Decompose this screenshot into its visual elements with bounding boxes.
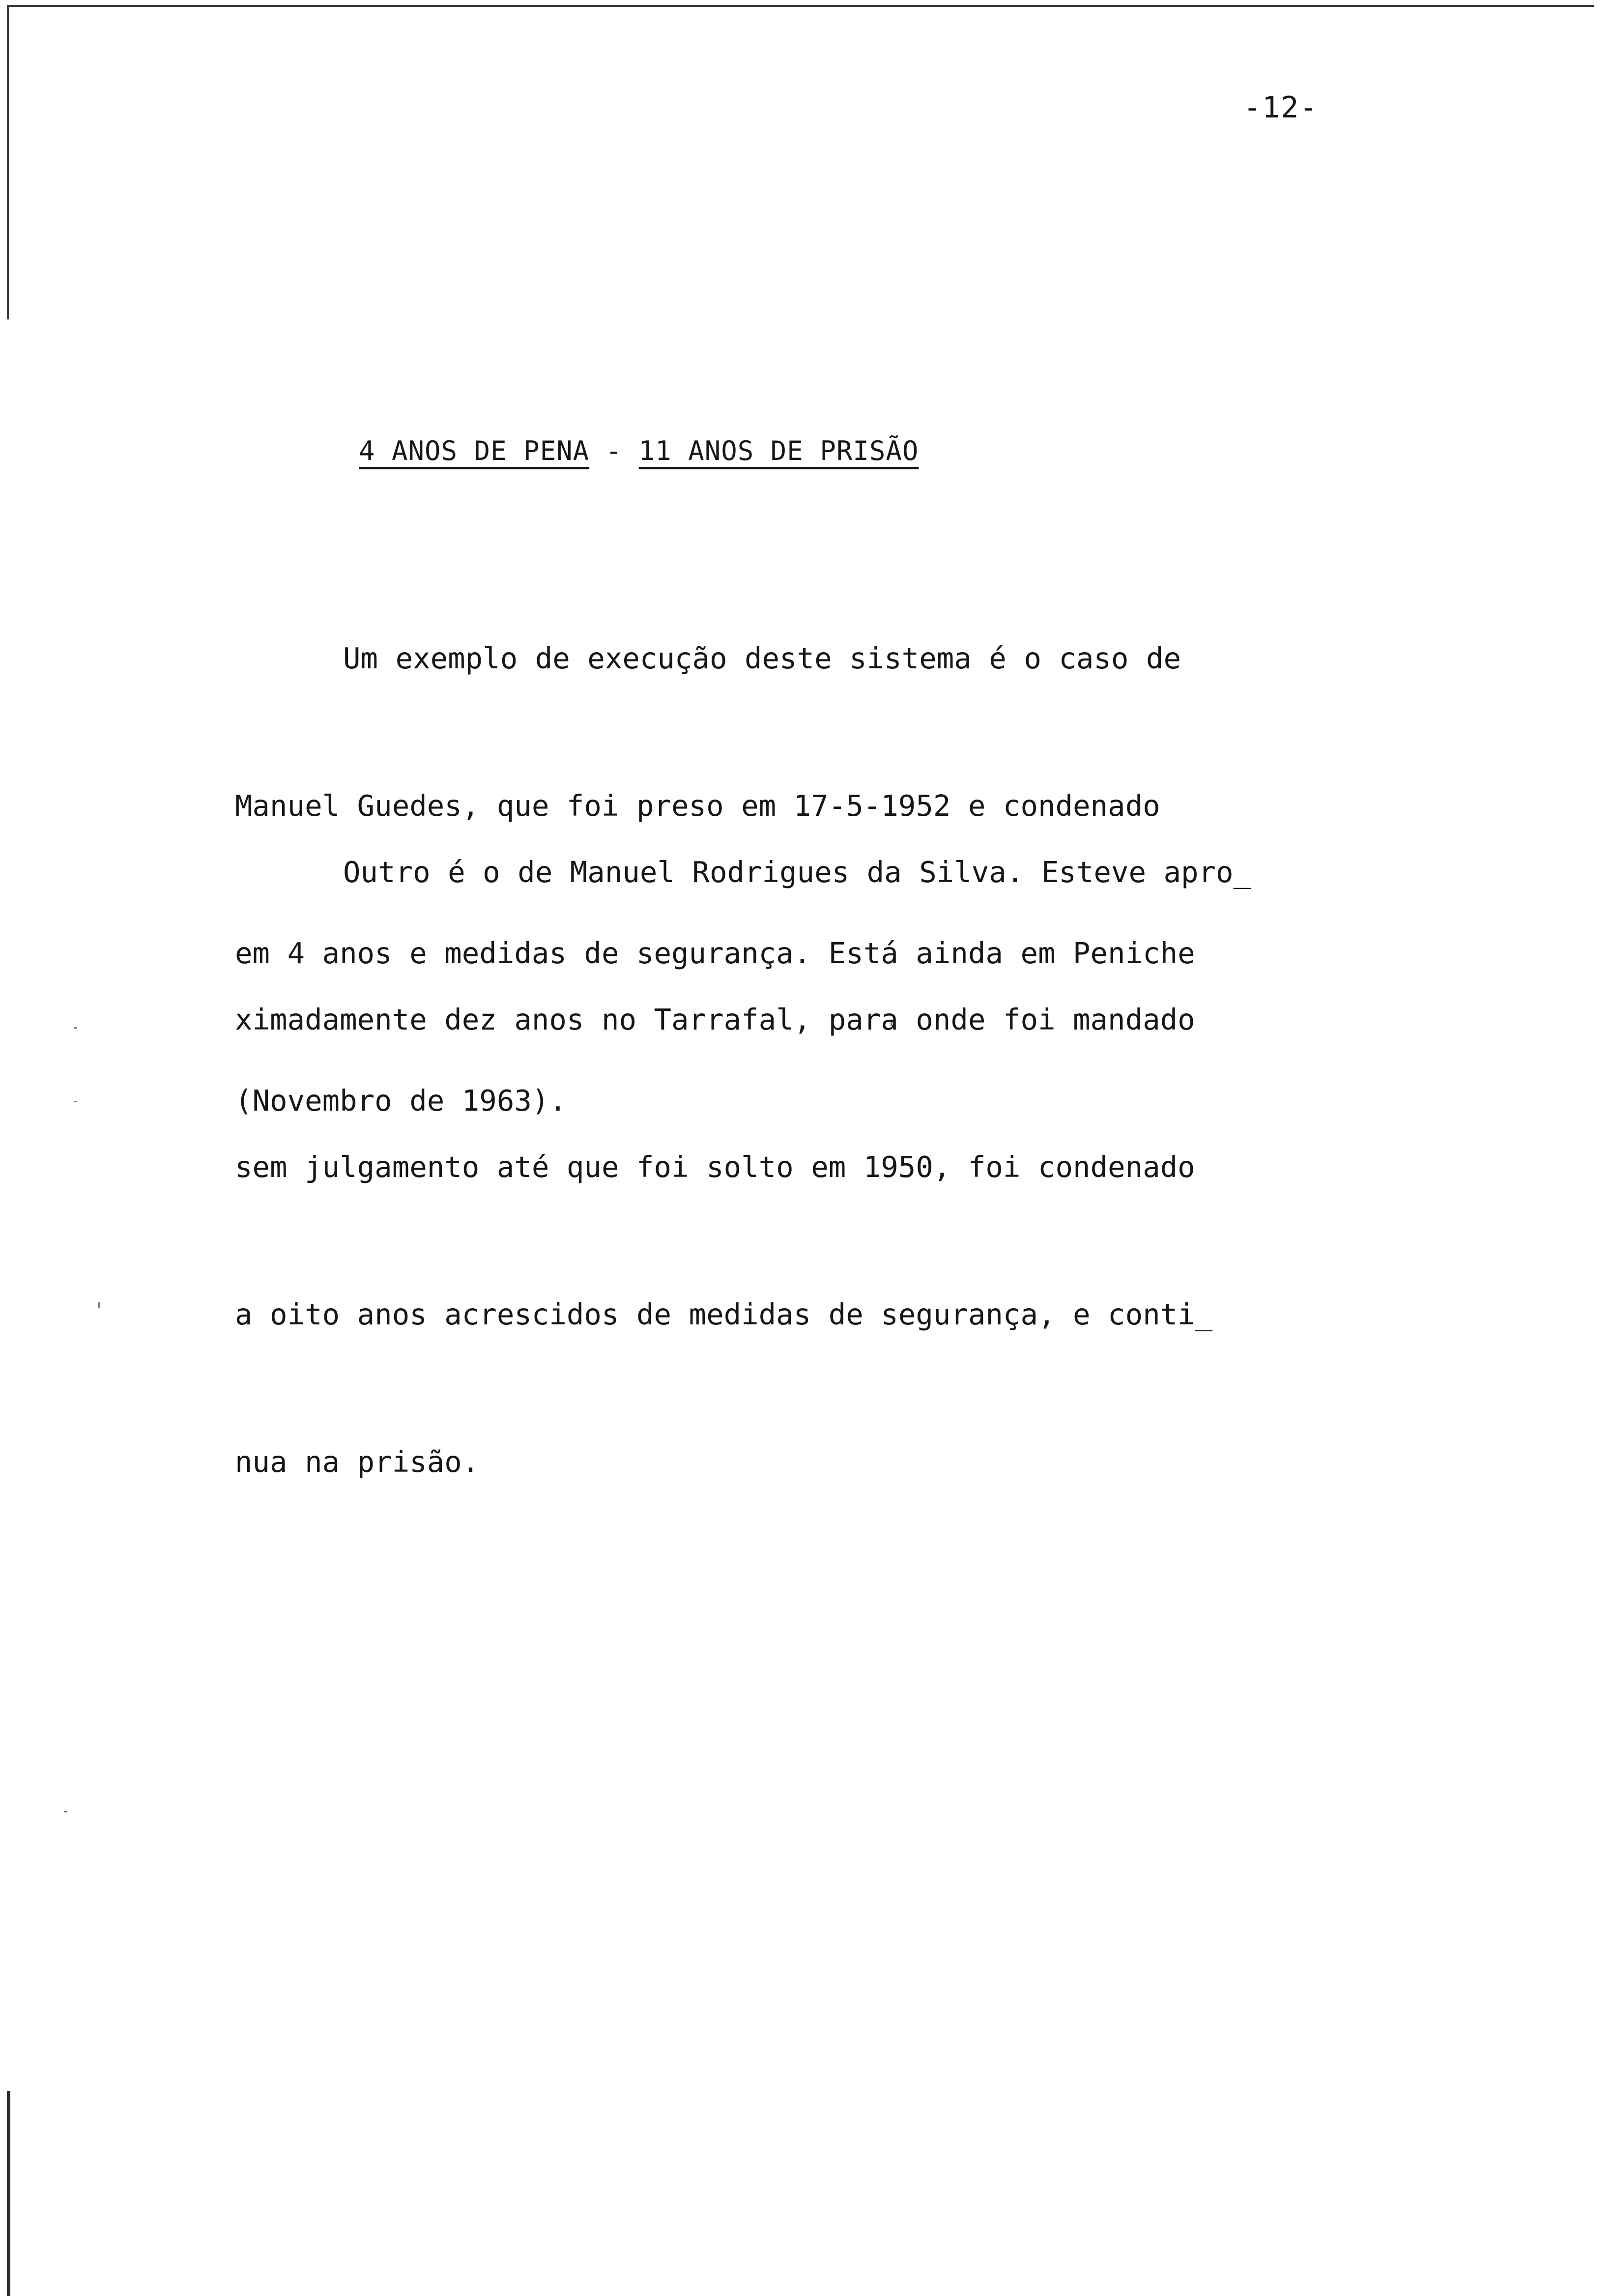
paragraph-line: Um exemplo de execução deste sistema é o caso de bbox=[343, 641, 1181, 675]
paragraph-line: a oito anos acrescidos de medidas de segurança, e conti_ bbox=[235, 1297, 1213, 1331]
scan-speck bbox=[74, 1101, 77, 1102]
paragraph-line: (Novembro de 1963). bbox=[235, 1084, 567, 1118]
paragraph-2 bbox=[235, 749, 1365, 1585]
heading-part-2: 11 ANOS DE PRISÃO bbox=[638, 435, 919, 466]
paragraph-line: em 4 anos e medidas de segurança. Está ainda em Peniche bbox=[235, 936, 1195, 970]
heading-part-1: 4 ANOS DE PENA bbox=[359, 435, 590, 466]
scan-speck bbox=[74, 1027, 77, 1029]
paragraph-line: nua na prisão. bbox=[235, 1445, 480, 1479]
page-number: -12- bbox=[1243, 90, 1319, 125]
scan-edge-left bbox=[7, 5, 9, 319]
heading-separator: - bbox=[589, 435, 639, 466]
paragraph-line: Outro é o de Manuel Rodrigues da Silva. Esteve apro_ bbox=[343, 855, 1251, 889]
paragraph-line: Manuel Guedes, que foi preso em 17-5-1952 e condenado bbox=[235, 789, 1160, 823]
scan-edge-left-bottom bbox=[7, 2091, 10, 2296]
section-heading bbox=[359, 435, 919, 466]
paragraph-line: sem julgamento até que foi solto em 1950, foi condenado bbox=[235, 1150, 1195, 1184]
paragraph-line: ximadamente dez anos no Tarrafal, para onde foi mandado bbox=[235, 1003, 1195, 1036]
scan-edge-top bbox=[7, 5, 1594, 7]
scan-speck bbox=[98, 1302, 100, 1308]
scan-speck bbox=[64, 1811, 67, 1812]
